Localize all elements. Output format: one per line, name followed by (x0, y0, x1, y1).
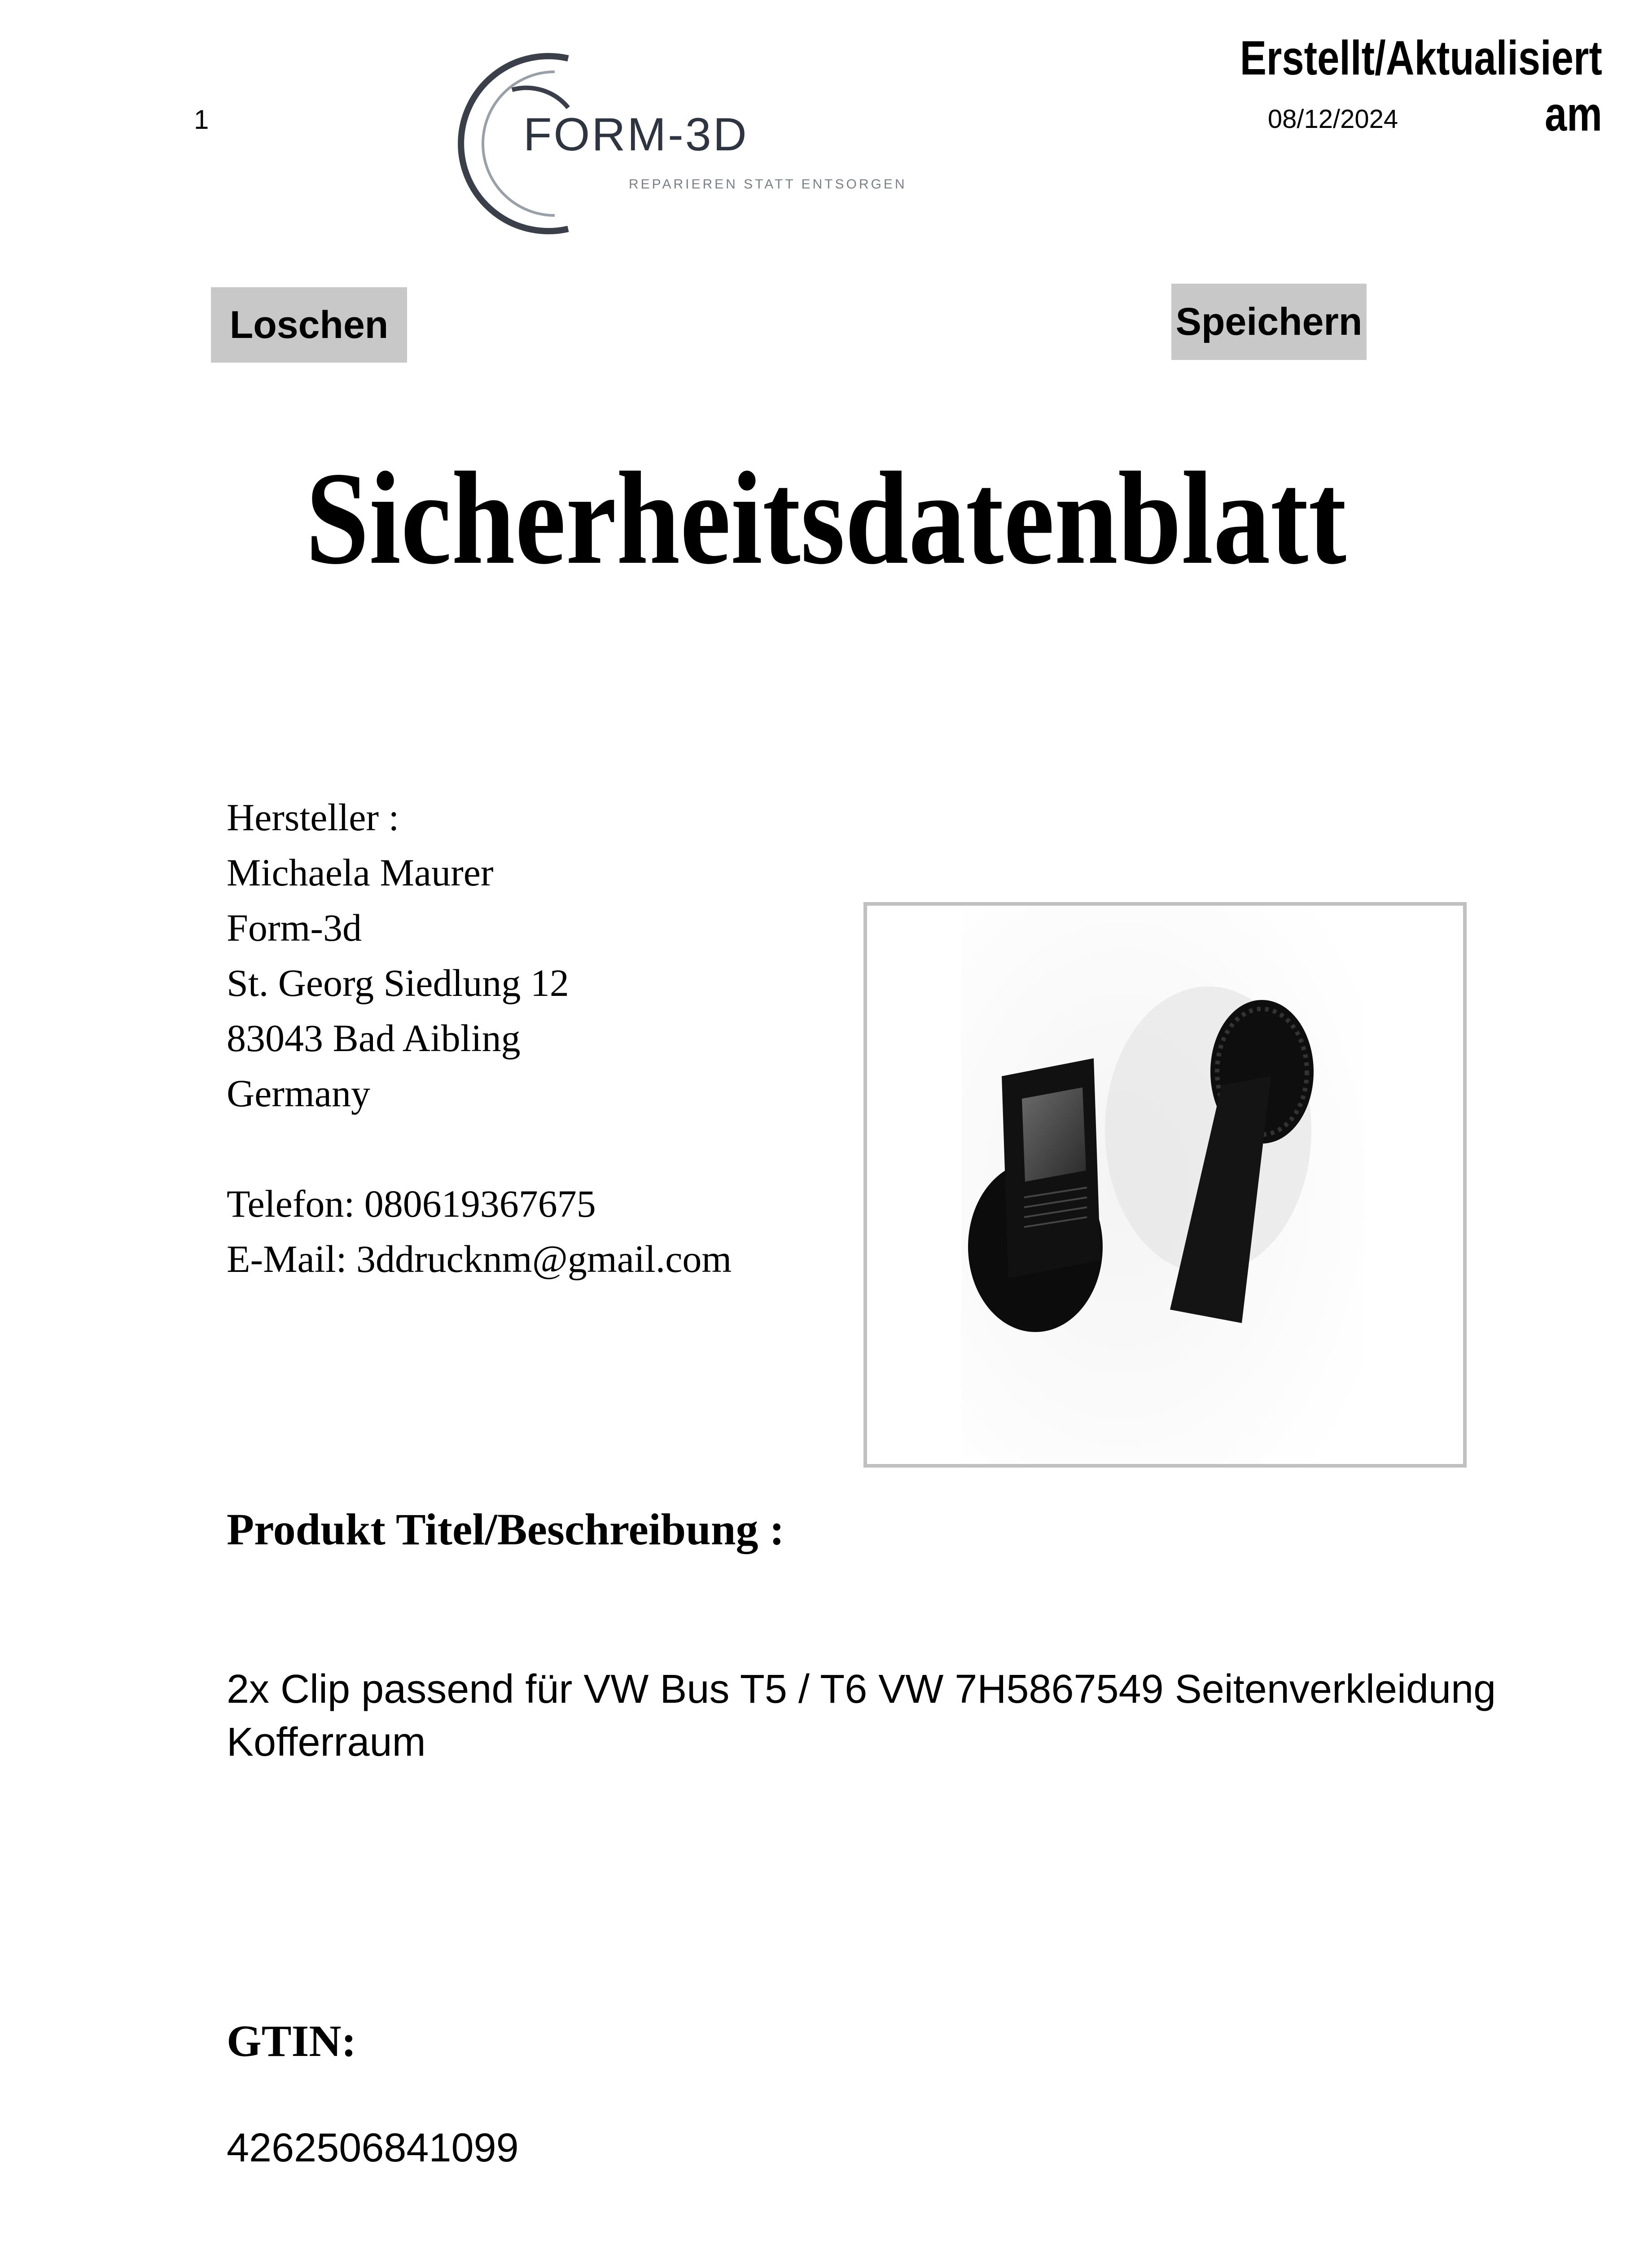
gtin-value: 4262506841099 (227, 2126, 519, 2170)
description-heading: Produkt Titel/Beschreibung : (227, 1504, 784, 1554)
page-number: 1 (194, 105, 209, 135)
manufacturer-name: Michaela Maurer (227, 851, 494, 894)
manufacturer-block (227, 790, 732, 1287)
product-image (863, 902, 1467, 1468)
manufacturer-city: 83043 Bad Aibling (227, 1017, 521, 1060)
logo-brand: FORM-3D (523, 109, 749, 161)
form-3d-logo (420, 40, 959, 247)
logo-tagline: REPARIEREN STATT ENTSORGEN (629, 177, 907, 192)
document-title: Sicherheitsdatenblatt (305, 445, 1347, 592)
gtin-heading: GTIN: (227, 2016, 356, 2066)
manufacturer-company: Form-3d (227, 906, 362, 949)
manufacturer-heading: Hersteller : (227, 796, 399, 839)
manufacturer-email: E-Mail: 3ddrucknm@gmail.com (227, 1237, 732, 1280)
updated-date: 08/12/2024 (1267, 105, 1398, 134)
clip-photo (867, 906, 1463, 1464)
manufacturer-phone: Telefon: 080619367675 (227, 1182, 596, 1225)
manufacturer-street: St. Georg Siedlung 12 (227, 961, 569, 1004)
manufacturer-country: Germany (227, 1072, 370, 1115)
updated-label: Erstellt/Aktualisiert am (1240, 31, 1602, 141)
save-button[interactable]: Speichern (1171, 284, 1367, 360)
delete-button[interactable]: Loschen (211, 287, 407, 363)
product-description: 2x Clip passend für VW Bus T5 / T6 VW 7H5867549 Seitenverkleidung Kofferraum (227, 1667, 1496, 1765)
